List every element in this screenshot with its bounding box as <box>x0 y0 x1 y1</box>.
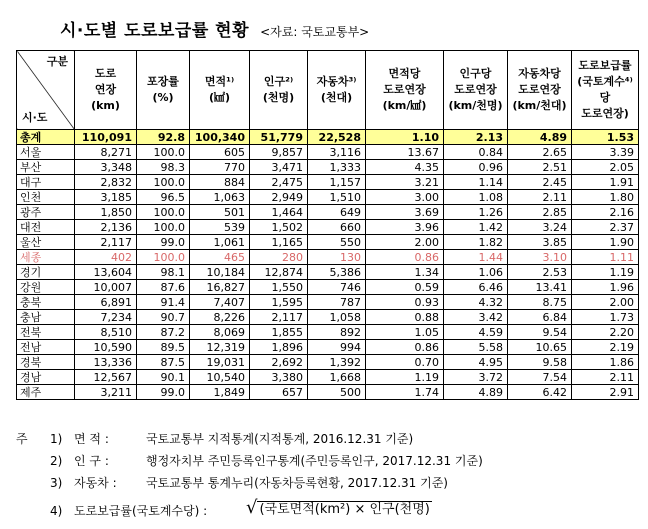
population-cell: 1,464 <box>250 205 308 220</box>
title-row <box>60 16 369 41</box>
road-supply-rate-cell: 2.05 <box>572 160 639 175</box>
length-per-area-cell: 1.05 <box>366 325 444 340</box>
length-per-area-cell: 13.67 <box>366 145 444 160</box>
table-row <box>17 160 639 175</box>
pavement-rate-cell: 87.6 <box>137 280 190 295</box>
region-cell: 울산 <box>17 235 75 250</box>
pavement-rate-cell: 98.3 <box>137 160 190 175</box>
population-cell: 657 <box>250 385 308 400</box>
length-per-area-cell: 3.69 <box>366 205 444 220</box>
population-cell: 280 <box>250 250 308 265</box>
population-cell: 51,779 <box>250 130 308 145</box>
supply-rate-formula: √ (국토면적(km²) × 인구(천명) <box>246 497 430 518</box>
table-row <box>17 220 639 235</box>
road-supply-rate-cell: 1.11 <box>572 250 639 265</box>
length-per-area-cell: 1.74 <box>366 385 444 400</box>
table-row <box>17 385 639 400</box>
vehicles-cell: 892 <box>308 325 366 340</box>
population-cell: 2,949 <box>250 190 308 205</box>
length-per-population-cell: 1.14 <box>444 175 508 190</box>
length-per-area-cell: 0.70 <box>366 355 444 370</box>
pavement-rate-cell: 100.0 <box>137 220 190 235</box>
pavement-rate-cell: 96.5 <box>137 190 190 205</box>
corner-bottom-label: 시·도 <box>22 111 48 124</box>
region-cell: 대구 <box>17 175 75 190</box>
road-length-cell: 110,091 <box>75 130 137 145</box>
length-per-vehicle-cell: 9.54 <box>508 325 572 340</box>
area-cell: 10,184 <box>190 265 250 280</box>
population-cell: 9,857 <box>250 145 308 160</box>
region-cell: 인천 <box>17 190 75 205</box>
length-per-vehicle-cell: 6.84 <box>508 310 572 325</box>
vehicles-cell: 1,157 <box>308 175 366 190</box>
pavement-rate-cell: 87.2 <box>137 325 190 340</box>
length-per-population-cell: 1.44 <box>444 250 508 265</box>
length-per-population-cell: 0.84 <box>444 145 508 160</box>
vehicles-cell: 130 <box>308 250 366 265</box>
length-per-population-cell: 4.59 <box>444 325 508 340</box>
vehicles-cell: 787 <box>308 295 366 310</box>
vehicles-cell: 746 <box>308 280 366 295</box>
page-title: 시·도별 도로보급률 현황 <box>60 21 250 41</box>
road-supply-rate-cell: 3.39 <box>572 145 639 160</box>
col-header-pavement-rate: 포장률 (%) <box>137 51 190 130</box>
table-row <box>17 295 639 310</box>
vehicles-cell: 649 <box>308 205 366 220</box>
pavement-rate-cell: 92.8 <box>137 130 190 145</box>
length-per-population-cell: 1.26 <box>444 205 508 220</box>
road-supply-rate-cell: 1.90 <box>572 235 639 250</box>
road-length-cell: 8,510 <box>75 325 137 340</box>
region-cell: 서울 <box>17 145 75 160</box>
length-per-vehicle-cell: 9.58 <box>508 355 572 370</box>
length-per-population-cell: 2.13 <box>444 130 508 145</box>
region-cell: 충북 <box>17 295 75 310</box>
length-per-vehicle-cell: 2.11 <box>508 190 572 205</box>
length-per-population-cell: 4.32 <box>444 295 508 310</box>
length-per-area-cell: 0.88 <box>366 310 444 325</box>
length-per-population-cell: 0.96 <box>444 160 508 175</box>
length-per-vehicle-cell: 2.85 <box>508 205 572 220</box>
pavement-rate-cell: 91.4 <box>137 295 190 310</box>
table-row <box>17 370 639 385</box>
col-header-area: 면적¹⁾ (㎢) <box>190 51 250 130</box>
length-per-vehicle-cell: 2.53 <box>508 265 572 280</box>
length-per-area-cell: 1.19 <box>366 370 444 385</box>
length-per-area-cell: 3.96 <box>366 220 444 235</box>
area-cell: 16,827 <box>190 280 250 295</box>
region-cell: 전북 <box>17 325 75 340</box>
road-supply-rate-cell: 2.11 <box>572 370 639 385</box>
sqrt-icon: √ <box>246 497 258 518</box>
length-per-population-cell: 1.42 <box>444 220 508 235</box>
table-row <box>17 250 639 265</box>
population-cell: 12,874 <box>250 265 308 280</box>
length-per-population-cell: 1.82 <box>444 235 508 250</box>
length-per-vehicle-cell: 13.41 <box>508 280 572 295</box>
length-per-area-cell: 0.93 <box>366 295 444 310</box>
road-supply-rate-cell: 2.00 <box>572 295 639 310</box>
col-header-road-supply-rate: 도로보급률 (국토계수⁴⁾당 도로연장) <box>572 51 639 130</box>
pavement-rate-cell: 100.0 <box>137 250 190 265</box>
area-cell: 1,849 <box>190 385 250 400</box>
area-cell: 501 <box>190 205 250 220</box>
pavement-rate-cell: 89.5 <box>137 340 190 355</box>
pavement-rate-cell: 90.7 <box>137 310 190 325</box>
vehicles-cell: 1,058 <box>308 310 366 325</box>
population-cell: 1,550 <box>250 280 308 295</box>
population-cell: 2,117 <box>250 310 308 325</box>
region-cell: 제주 <box>17 385 75 400</box>
road-supply-rate-cell: 1.80 <box>572 190 639 205</box>
length-per-vehicle-cell: 10.65 <box>508 340 572 355</box>
pavement-rate-cell: 99.0 <box>137 235 190 250</box>
road-length-cell: 6,891 <box>75 295 137 310</box>
region-cell: 경북 <box>17 355 75 370</box>
vehicles-cell: 550 <box>308 235 366 250</box>
length-per-population-cell: 3.72 <box>444 370 508 385</box>
vehicles-cell: 1,510 <box>308 190 366 205</box>
area-cell: 10,540 <box>190 370 250 385</box>
table-body <box>17 130 639 400</box>
pavement-rate-cell: 100.0 <box>137 205 190 220</box>
length-per-area-cell: 0.59 <box>366 280 444 295</box>
table-row <box>17 310 639 325</box>
road-length-cell: 3,211 <box>75 385 137 400</box>
length-per-area-cell: 0.86 <box>366 340 444 355</box>
table-row <box>17 280 639 295</box>
road-length-cell: 7,234 <box>75 310 137 325</box>
length-per-vehicle-cell: 3.24 <box>508 220 572 235</box>
area-cell: 1,061 <box>190 235 250 250</box>
length-per-vehicle-cell: 7.54 <box>508 370 572 385</box>
road-length-cell: 13,336 <box>75 355 137 370</box>
pavement-rate-cell: 100.0 <box>137 145 190 160</box>
road-supply-rate-cell: 2.16 <box>572 205 639 220</box>
vehicles-cell: 5,386 <box>308 265 366 280</box>
table-row <box>17 175 639 190</box>
road-supply-rate-cell: 1.91 <box>572 175 639 190</box>
road-length-cell: 10,007 <box>75 280 137 295</box>
length-per-vehicle-cell: 8.75 <box>508 295 572 310</box>
col-header-length-per-vehicle: 자동차당 도로연장 (km/천대) <box>508 51 572 130</box>
road-supply-rate-cell: 2.91 <box>572 385 639 400</box>
vehicles-cell: 1,333 <box>308 160 366 175</box>
region-cell: 강원 <box>17 280 75 295</box>
road-supply-rate-cell: 2.37 <box>572 220 639 235</box>
length-per-area-cell: 3.00 <box>366 190 444 205</box>
population-cell: 2,692 <box>250 355 308 370</box>
vehicles-cell: 500 <box>308 385 366 400</box>
vehicles-cell: 994 <box>308 340 366 355</box>
pavement-rate-cell: 90.1 <box>137 370 190 385</box>
table-row <box>17 325 639 340</box>
population-cell: 1,595 <box>250 295 308 310</box>
area-cell: 7,407 <box>190 295 250 310</box>
region-cell: 광주 <box>17 205 75 220</box>
corner-top-label: 구분 <box>46 55 68 68</box>
road-supply-rate-cell: 1.96 <box>572 280 639 295</box>
length-per-population-cell: 6.46 <box>444 280 508 295</box>
table-row <box>17 190 639 205</box>
length-per-area-cell: 0.86 <box>366 250 444 265</box>
table-row <box>17 145 639 160</box>
population-cell: 2,475 <box>250 175 308 190</box>
area-cell: 12,319 <box>190 340 250 355</box>
population-cell: 3,380 <box>250 370 308 385</box>
region-cell: 대전 <box>17 220 75 235</box>
col-header-length-per-population: 인구당 도로연장 (km/천명) <box>444 51 508 130</box>
population-cell: 3,471 <box>250 160 308 175</box>
population-cell: 1,502 <box>250 220 308 235</box>
area-cell: 8,069 <box>190 325 250 340</box>
area-cell: 19,031 <box>190 355 250 370</box>
vehicles-cell: 22,528 <box>308 130 366 145</box>
length-per-vehicle-cell: 2.65 <box>508 145 572 160</box>
area-cell: 884 <box>190 175 250 190</box>
road-length-cell: 3,185 <box>75 190 137 205</box>
road-supply-table <box>16 50 639 400</box>
corner-header <box>17 51 75 130</box>
length-per-vehicle-cell: 4.89 <box>508 130 572 145</box>
length-per-vehicle-cell: 2.45 <box>508 175 572 190</box>
length-per-vehicle-cell: 3.85 <box>508 235 572 250</box>
vehicles-cell: 1,392 <box>308 355 366 370</box>
table-row <box>17 235 639 250</box>
length-per-population-cell: 5.58 <box>444 340 508 355</box>
length-per-population-cell: 3.42 <box>444 310 508 325</box>
footnote-head: 주 <box>16 432 28 446</box>
road-length-cell: 13,604 <box>75 265 137 280</box>
population-cell: 1,855 <box>250 325 308 340</box>
pavement-rate-cell: 99.0 <box>137 385 190 400</box>
region-cell: 총계 <box>17 130 75 145</box>
pavement-rate-cell: 98.1 <box>137 265 190 280</box>
length-per-area-cell: 3.21 <box>366 175 444 190</box>
road-supply-rate-cell: 1.53 <box>572 130 639 145</box>
length-per-population-cell: 4.89 <box>444 385 508 400</box>
length-per-vehicle-cell: 3.10 <box>508 250 572 265</box>
length-per-area-cell: 2.00 <box>366 235 444 250</box>
road-supply-rate-cell: 1.73 <box>572 310 639 325</box>
road-supply-rate-cell: 2.20 <box>572 325 639 340</box>
col-header-vehicles: 자동차³⁾ (천대) <box>308 51 366 130</box>
area-cell: 465 <box>190 250 250 265</box>
region-cell: 경기 <box>17 265 75 280</box>
col-header-length-per-area: 면적당 도로연장 (km/㎢) <box>366 51 444 130</box>
road-length-cell: 2,117 <box>75 235 137 250</box>
area-cell: 100,340 <box>190 130 250 145</box>
length-per-population-cell: 1.08 <box>444 190 508 205</box>
region-cell: 세종 <box>17 250 75 265</box>
area-cell: 539 <box>190 220 250 235</box>
table-row <box>17 205 639 220</box>
road-length-cell: 1,850 <box>75 205 137 220</box>
region-cell: 부산 <box>17 160 75 175</box>
region-cell: 경남 <box>17 370 75 385</box>
length-per-area-cell: 1.10 <box>366 130 444 145</box>
area-cell: 605 <box>190 145 250 160</box>
length-per-vehicle-cell: 2.51 <box>508 160 572 175</box>
region-cell: 전남 <box>17 340 75 355</box>
col-header-population: 인구²⁾ (천명) <box>250 51 308 130</box>
population-cell: 1,165 <box>250 235 308 250</box>
road-length-cell: 402 <box>75 250 137 265</box>
table-row <box>17 355 639 370</box>
length-per-population-cell: 1.06 <box>444 265 508 280</box>
table-row <box>17 130 639 145</box>
road-length-cell: 2,136 <box>75 220 137 235</box>
road-length-cell: 8,271 <box>75 145 137 160</box>
pavement-rate-cell: 100.0 <box>137 175 190 190</box>
vehicles-cell: 660 <box>308 220 366 235</box>
road-supply-rate-cell: 1.19 <box>572 265 639 280</box>
road-supply-rate-cell: 2.19 <box>572 340 639 355</box>
vehicles-cell: 1,668 <box>308 370 366 385</box>
area-cell: 8,226 <box>190 310 250 325</box>
source-label: <자료: 국토교통부> <box>260 25 370 39</box>
table-row <box>17 340 639 355</box>
area-cell: 770 <box>190 160 250 175</box>
length-per-area-cell: 4.35 <box>366 160 444 175</box>
road-length-cell: 2,832 <box>75 175 137 190</box>
length-per-population-cell: 4.95 <box>444 355 508 370</box>
vehicles-cell: 3,116 <box>308 145 366 160</box>
road-length-cell: 10,590 <box>75 340 137 355</box>
road-supply-rate-cell: 1.86 <box>572 355 639 370</box>
col-header-road-length: 도로 연장 (km) <box>75 51 137 130</box>
length-per-area-cell: 1.34 <box>366 265 444 280</box>
header-row <box>17 51 639 130</box>
table-row <box>17 265 639 280</box>
population-cell: 1,896 <box>250 340 308 355</box>
region-cell: 충남 <box>17 310 75 325</box>
area-cell: 1,063 <box>190 190 250 205</box>
pavement-rate-cell: 87.5 <box>137 355 190 370</box>
road-length-cell: 12,567 <box>75 370 137 385</box>
road-length-cell: 3,348 <box>75 160 137 175</box>
length-per-vehicle-cell: 6.42 <box>508 385 572 400</box>
